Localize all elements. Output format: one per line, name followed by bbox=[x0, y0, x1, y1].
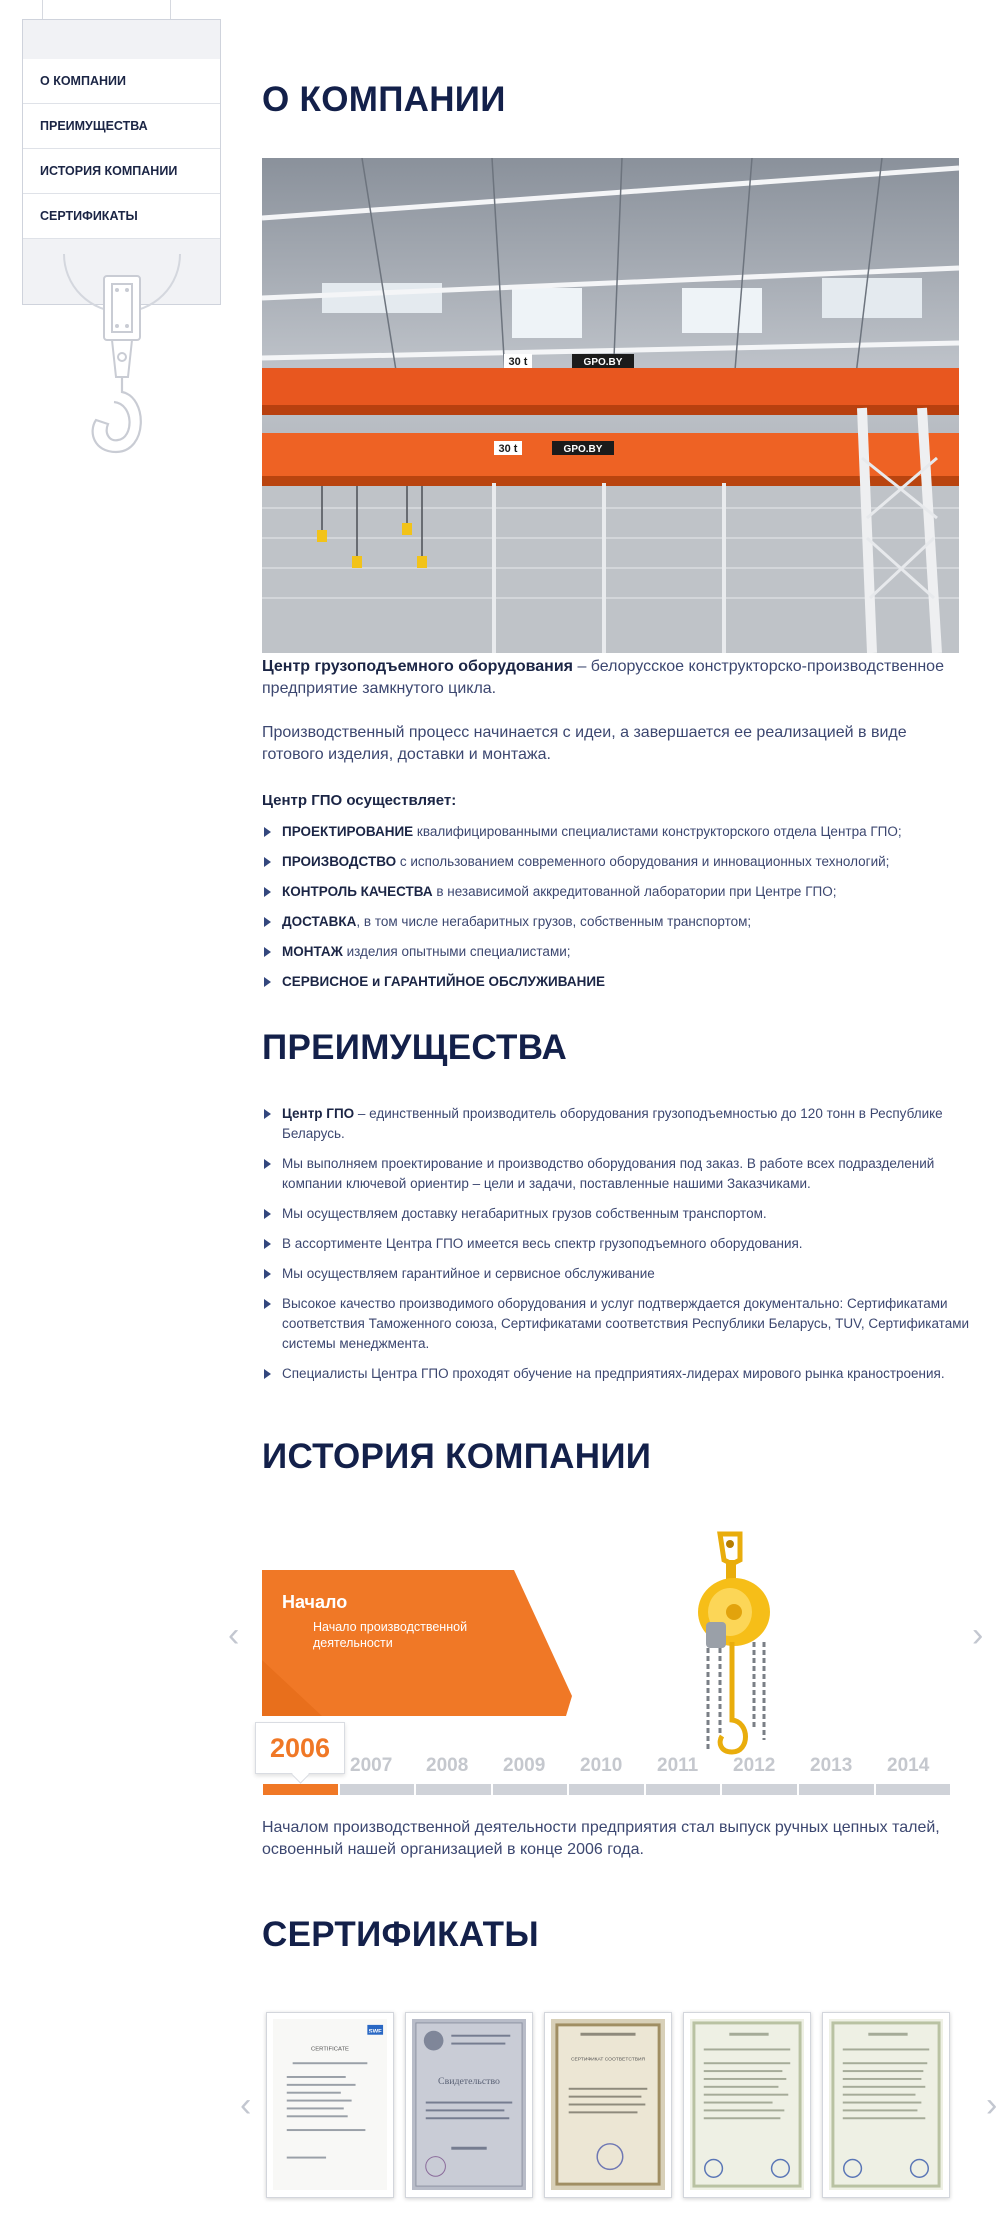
list-item: ПРОИЗВОДСТВО с использованием современного оборудования и инновационных технологий; bbox=[262, 852, 987, 872]
about-title: О КОМПАНИИ bbox=[262, 80, 506, 119]
advantages-title: ПРЕИМУЩЕСТВА bbox=[262, 1028, 568, 1067]
certificate-thumb[interactable] bbox=[405, 2012, 533, 2198]
chain-hoist-image bbox=[692, 1530, 782, 1760]
history-next-arrow[interactable]: › bbox=[972, 1616, 984, 1654]
cert-heading-text: CERTIFICATE bbox=[311, 2046, 349, 2053]
timeline-bar bbox=[263, 1784, 952, 1795]
list-item: Центр ГПО – единственный производитель оборудования грузоподъемностью до 120 тонн в Республике Беларусь. bbox=[262, 1104, 987, 1144]
certificates-next-arrow[interactable]: › bbox=[986, 2086, 998, 2124]
certificates-carousel bbox=[266, 2012, 966, 2198]
timeline-year[interactable]: 2010 bbox=[580, 1755, 623, 1776]
list-item: Мы осуществляем доставку негабаритных грузов собственным транспортом. bbox=[262, 1204, 987, 1224]
photo-sign-capacity-1: 30 t bbox=[508, 356, 528, 368]
gpo-heading: Центр ГПО осуществляет: bbox=[262, 792, 457, 809]
certificate-thumb[interactable] bbox=[266, 2012, 394, 2198]
about-intro-rest: – белорусское конструкторско-производственное предприятие замкнутого цикла. bbox=[262, 658, 944, 697]
history-card-text: Начало производственной деятельности bbox=[313, 1620, 468, 1650]
certificates-title: СЕРТИФИКАТЫ bbox=[262, 1915, 539, 1954]
sidebar-item-history[interactable]: ИСТОРИЯ КОМПАНИИ bbox=[23, 149, 220, 194]
sidebar-item-certificates[interactable]: СЕРТИФИКАТЫ bbox=[23, 194, 220, 239]
photo-sign-brand-2: GPO.BY bbox=[563, 444, 603, 455]
about-process: Производственный процесс начинается с идеи, а завершается ее реализацией в виде готового изделия, доставки и монтажа. bbox=[262, 724, 907, 763]
list-item: ДОСТАВКА, в том числе негабаритных грузов, собственным транспортом; bbox=[262, 912, 987, 932]
photo-sign-capacity-2: 30 t bbox=[498, 443, 518, 455]
about-intro bbox=[262, 656, 972, 700]
history-description: Началом производственной деятельности предприятия стал выпуск ручных цепных талей, освоенный нашей организацией в конце 2006 года. bbox=[262, 1819, 940, 1858]
list-item: Высокое качество производимого оборудования и услуг подтверждается документально: Сертификатами соответствия Таможенного союза, Сертификатами соответствия Республики Беларусь, TUV, Сертификатами системы менеджмента. bbox=[262, 1294, 987, 1354]
timeline-year[interactable]: 2009 bbox=[503, 1755, 546, 1776]
history-card-title: Начало bbox=[282, 1592, 348, 1612]
list-item: Специалисты Центра ГПО проходят обучение на предприятиях-лидерах мирового рынка краностроения. bbox=[262, 1364, 987, 1384]
timeline-year[interactable]: 2008 bbox=[426, 1755, 469, 1776]
about-intro-bold: Центр грузоподъемного оборудования bbox=[262, 658, 573, 675]
cert-logo-text: SWF bbox=[368, 2028, 382, 2035]
list-item: Мы осуществляем гарантийное и сервисное обслуживание bbox=[262, 1264, 987, 1284]
timeline-year[interactable]: 2014 bbox=[887, 1755, 930, 1776]
timeline-year[interactable]: 2011 bbox=[657, 1755, 699, 1776]
timeline-year[interactable]: 2013 bbox=[810, 1755, 853, 1776]
list-item: СЕРВИСНОЕ и ГАРАНТИЙНОЕ ОБСЛУЖИВАНИЕ bbox=[262, 972, 987, 992]
certificate-thumb[interactable] bbox=[544, 2012, 672, 2198]
timeline-year-active[interactable]: 2006 bbox=[255, 1722, 345, 1774]
gpo-list bbox=[262, 822, 987, 1002]
history-prev-arrow[interactable]: ‹ bbox=[228, 1616, 240, 1654]
list-item: МОНТАЖ изделия опытными специалистами; bbox=[262, 942, 987, 962]
cert-heading-text: Свидетельство bbox=[438, 2075, 500, 2087]
sidebar-item-advantages[interactable]: ПРЕИМУЩЕСТВА bbox=[23, 104, 220, 149]
certificates-prev-arrow[interactable]: ‹ bbox=[240, 2086, 252, 2124]
photo-sign-brand-1: GPO.BY bbox=[583, 357, 623, 368]
list-item: Мы выполняем проектирование и производство оборудования под заказ. В работе всех подразделений компании ключевой ориентир – цели и задачи, поставленные нашими Заказчиками. bbox=[262, 1154, 987, 1194]
crane-hook-icon bbox=[62, 252, 182, 464]
crane-photo bbox=[262, 158, 959, 653]
certificate-thumb[interactable] bbox=[683, 2012, 811, 2198]
advantages-list bbox=[262, 1104, 987, 1394]
timeline-year[interactable]: 2012 bbox=[733, 1755, 776, 1776]
history-title: ИСТОРИЯ КОМПАНИИ bbox=[262, 1437, 652, 1476]
list-item: ПРОЕКТИРОВАНИЕ квалифицированными специалистами конструкторского отдела Центра ГПО; bbox=[262, 822, 987, 842]
timeline-year[interactable]: 2007 bbox=[350, 1755, 393, 1776]
sidebar-item-about[interactable]: О КОМПАНИИ bbox=[23, 59, 220, 104]
list-item: КОНТРОЛЬ КАЧЕСТВА в независимой аккредитованной лаборатории при Центре ГПО; bbox=[262, 882, 987, 902]
cert-heading-text: СЕРТИФИКАТ СООТВЕТСТВИЯ bbox=[570, 2057, 646, 2063]
certificate-thumb[interactable] bbox=[822, 2012, 950, 2198]
list-item: В ассортименте Центра ГПО имеется весь спектр грузоподъемного оборудования. bbox=[262, 1234, 987, 1254]
sidebar-hangers bbox=[42, 0, 172, 20]
